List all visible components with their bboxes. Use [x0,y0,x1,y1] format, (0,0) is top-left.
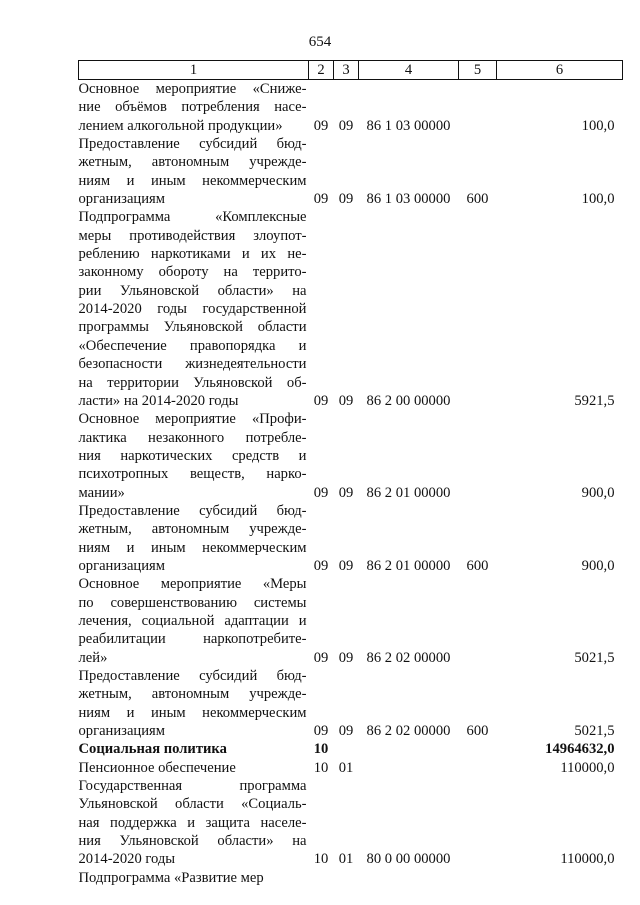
row-target-article-code: 86 2 01 00000 [366,557,451,574]
row-target-article-code: 86 2 01 00000 [366,484,451,501]
row-target-article-code: 86 1 03 00000 [366,117,451,134]
table-row [79,135,623,208]
row-amount: 100,0 [581,191,615,208]
row-name-line: Основное мероприятие «Сниже- [78,81,307,97]
row-amount: 900,0 [581,557,615,574]
row-expense-type-code [459,575,497,667]
row-name-line: психотропных веществ, нарко- [78,466,307,483]
row-section-code [309,869,334,887]
table-body [79,80,623,888]
column-header-2: 2 [309,61,334,80]
row-name-line: реблению наркотиками и их не- [78,246,307,263]
row-name-line: ниям и иным некоммерческим [78,704,307,721]
row-expense-type-code: 600 [466,191,489,208]
row-expense-type-code [459,777,497,869]
row-target-article-code [359,740,459,758]
row-name-line: лактика незаконного потребле- [78,429,307,446]
row-name-line: реабилитации наркопотребите- [78,631,307,648]
row-amount: 14964632,0 [545,741,615,758]
table-row [79,410,623,502]
row-name-line: Подпрограмма «Комплексные [78,209,307,226]
table-row [79,667,623,740]
row-target-article-code: 86 2 02 00000 [366,723,451,740]
row-expense-type-code [459,410,497,502]
row-name-line: программы Ульяновской области [78,319,307,336]
row-target-article-code [359,869,459,887]
row-name-line: организациям [78,557,165,574]
row-name-line: ние объёмов потребления насе- [78,99,307,116]
row-target-article-code: 86 2 00 00000 [366,392,451,409]
table-row [79,869,623,887]
row-subsection-code: 09 [338,117,354,134]
row-name-line: Пенсионное обеспечение [78,759,236,776]
row-amount: 5021,5 [574,649,615,666]
row-subsection-code: 09 [338,557,354,574]
table-row [79,208,623,410]
row-name-line: ная поддержка и защита населе- [78,814,307,831]
row-name-line: мании» [78,484,125,501]
row-name-line: законному обороту на террито- [78,264,307,281]
row-target-article-code: 86 2 02 00000 [366,649,451,666]
row-name-line: 2014-2020 годы государственной [78,301,307,318]
table-row [79,740,623,758]
row-expense-type-code: 600 [466,557,489,574]
row-subsection-code: 09 [338,484,354,501]
budget-table [78,60,623,887]
row-name-line: ниям и иным некоммерческим [78,539,307,556]
row-subsection-code: 09 [338,191,354,208]
row-name-line: Государственная программа [78,778,307,795]
row-expense-type-code [459,869,497,887]
row-name [79,667,309,740]
row-name-line: Социальная политика [78,741,227,758]
row-subsection-code: 01 [338,759,354,776]
row-amount: 5921,5 [574,392,615,409]
row-section-code: 09 [313,723,329,740]
row-section-code: 09 [313,557,329,574]
row-name [79,135,309,208]
row-name-line: жетным, автономным учрежде- [78,521,307,538]
row-expense-type-code [459,740,497,758]
row-name [79,410,309,502]
row-amount: 110000,0 [560,851,615,868]
row-name-line: Предоставление субсидий бюд- [78,136,307,153]
row-name [79,575,309,667]
row-subsection-code: 01 [338,851,354,868]
row-target-article-code: 86 1 03 00000 [366,191,451,208]
column-header-1: 1 [79,61,309,80]
row-subsection-code [334,740,359,758]
row-name-line: Подпрограмма «Развитие мер [78,869,264,886]
row-subsection-code: 09 [338,649,354,666]
row-section-code: 09 [313,649,329,666]
row-name-line: безопасности жизнедеятельности [78,356,307,373]
row-section-code: 09 [313,484,329,501]
row-section-code: 10 [313,851,329,868]
row-target-article-code: 80 0 00 00000 [366,851,451,868]
row-name-line: меры противодействия злоупот- [78,227,307,244]
row-name-line: лечения, социальной адаптации и [78,612,307,629]
row-amount: 110000,0 [560,759,615,776]
row-section-code: 09 [313,117,329,134]
row-name-line: ния Ульяновской области» на [78,833,307,850]
row-name [79,777,309,869]
row-name-line: Предоставление субсидий бюд- [78,502,307,519]
table-row [79,80,623,136]
table-row [79,575,623,667]
row-section-code: 09 [313,392,329,409]
row-amount: 100,0 [581,117,615,134]
table-header-row [79,61,623,80]
row-name-line: жетным, автономным учрежде- [78,154,307,171]
column-header-4: 4 [359,61,459,80]
row-name [79,208,309,410]
row-section-code: 09 [313,191,329,208]
row-name-line: организациям [78,191,165,208]
row-name-line: 2014-2020 годы [78,851,176,868]
row-name-line: Основное мероприятие «Профи- [78,411,307,428]
table-row [79,759,623,777]
row-amount: 5021,5 [574,723,615,740]
row-expense-type-code [459,80,497,136]
row-name-line: «Обеспечение правопорядка и [78,337,307,354]
column-header-6: 6 [497,61,623,80]
row-amount: 900,0 [581,484,615,501]
row-target-article-code [359,759,459,777]
row-name-line: рии Ульяновской области» на [78,282,307,299]
page-number: 654 [308,34,332,50]
column-header-5: 5 [459,61,497,80]
row-name-line: Предоставление субсидий бюд- [78,668,307,684]
row-subsection-code [334,869,359,887]
column-header-3: 3 [334,61,359,80]
row-name-line: Основное мероприятие «Меры [78,576,307,593]
row-name-line: по совершенствованию системы [78,594,307,611]
row-name [79,80,309,136]
row-name-line: лением алкогольной продукции» [78,117,283,134]
table-row [79,777,623,869]
row-amount [497,869,623,887]
row-name-line: лей» [78,649,108,666]
row-name-line: ния наркотических средств и [78,447,307,464]
row-name [79,759,309,777]
row-name-line: организациям [78,723,165,740]
row-name [79,869,309,887]
row-section-code: 10 [313,759,329,776]
row-expense-type-code: 600 [466,723,489,740]
row-name [79,740,309,758]
row-name-line: на территории Ульяновской об- [78,374,307,391]
row-section-code: 10 [313,741,329,758]
row-name-line: Ульяновской области «Социаль- [78,796,307,813]
row-name [79,502,309,575]
row-subsection-code: 09 [338,723,354,740]
row-name-line: ласти» на 2014-2020 годы [78,392,239,409]
row-name-line: ниям и иным некоммерческим [78,172,307,189]
row-name-line: жетным, автономным учрежде- [78,686,307,703]
row-expense-type-code [459,759,497,777]
table-row [79,502,623,575]
row-expense-type-code [459,208,497,410]
row-subsection-code: 09 [338,392,354,409]
